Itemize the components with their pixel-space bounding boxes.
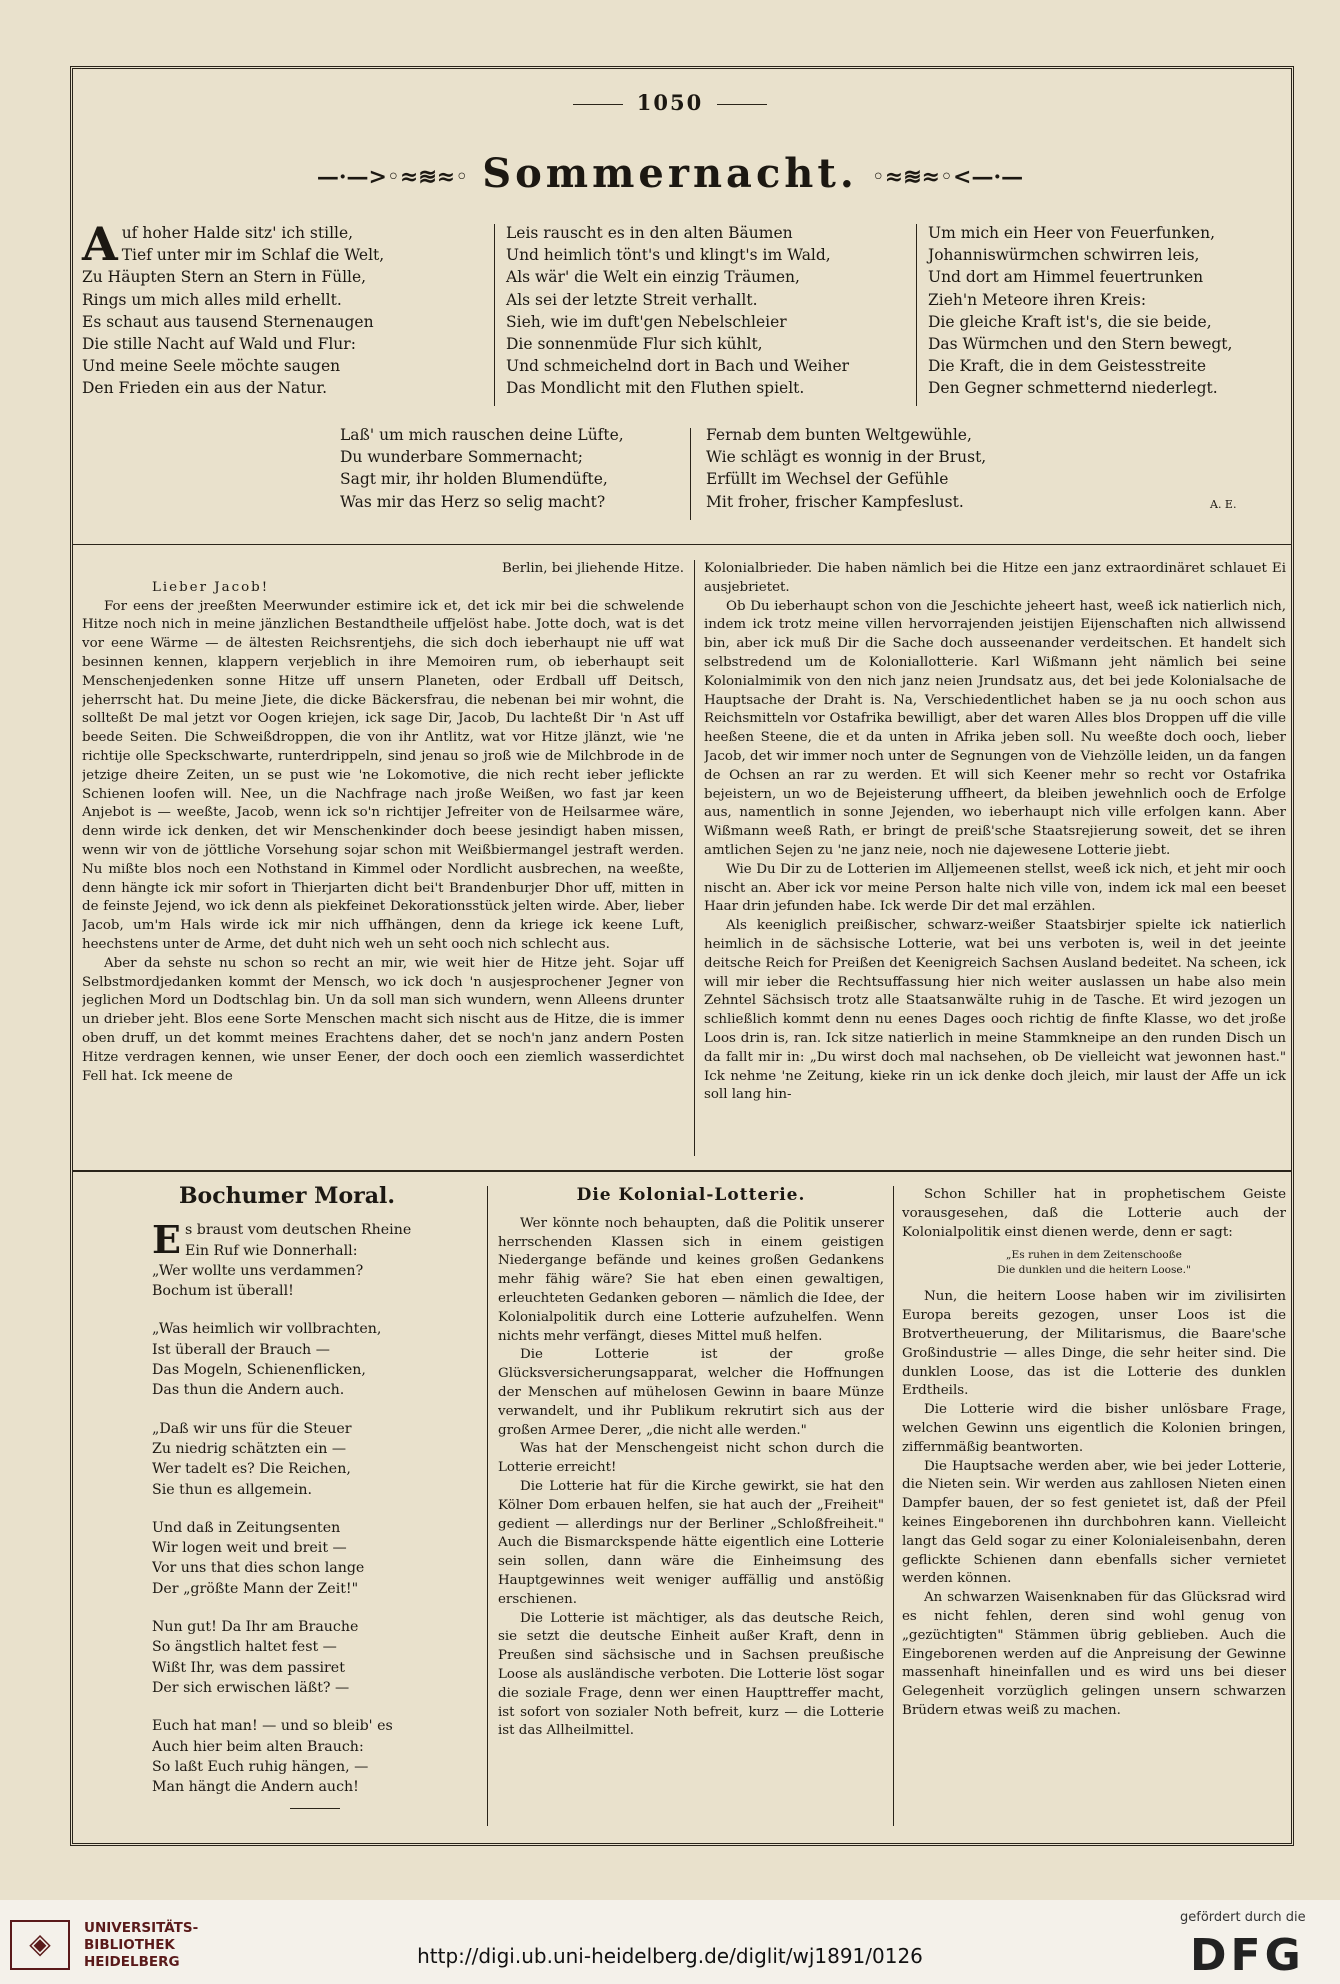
poem-line: Tief unter mir im Schlaf die Welt, [121,246,385,265]
funding-label: gefördert durch die [1180,1910,1306,1925]
poem-line: Ist überall der Brauch — [152,1341,330,1358]
poem-line: Die stille Nacht auf Wald und Flur: [82,335,356,354]
poem-line: Und daß in Zeitungsenten [152,1519,341,1536]
poem-line: Wir logen weit und breit — [152,1540,347,1557]
paragraph: Die Lotterie ist der große Glücksversicherungsapparat, welcher die Hoffnungen der Menschen auf mühelosen Gewinn in baare Münze verwandelt, und ihr Publikum rekrutirt sich aus der großen Armee Derer, „die nicht alle werden." [498,1347,884,1438]
poem-line: Wer tadelt es? Die Reichen, [152,1461,351,1478]
poem-line: s braust vom deutschen Rheine [184,1222,412,1239]
page-number: 1050 [0,90,1340,115]
poem-line: Laß' um mich rauschen deine Lüfte, [340,426,624,444]
paragraph: Ob Du ieberhaupt schon von die Jeschichte jeheert hast, weeß ick natierlich nich, indem ick trotz meine villen hervorrajenden jeistijen Eijenschaften nich allwissend bin, aber ick muß Dir die Sache doch ausseenander verdeitschen. Et handelt sich selbstredend um de Koloniallotterie. Karl Wißmann jeht nämlich bei seine Kolonialmimik von den nich janz neien Jrundsatz aus, det bei jede Kolonialsache de Hauptsache der Draht is. Na, Verschiedentlichet haben se ja nu ooch schon aus Reichsmitteln vor Ostafrika bewilligt, aber det waren Alles blos Droppen uff die ville heeßen Steene, die et da unten in Afrika jeben soll. Nu weeßte doch ooch, lieber Jacob, det wir immer noch unter de Segnungen von de Viehzölle leiden, un da fangen de Ochsen an rar zu werden. Et will sich Keener mehr so recht vor Ostafrika bejeistern, un wo de Bejeisterung uffheert, da bleiben jewehnlich ooch de Erfolge aus, namentlich in sonne Jejenden, wo ieberhaupt nich ville erfolgen kann. Aber Wißmann weeß Rath, er bringt de preiß'sche Staatsrejierung soweit, det se ihren amtlichen Sejen zu 'ne janz neie, noch nie dajewesene Lotterie jiebt. [704,598,1286,858]
paragraph: Die Hauptsache werden aber, wie bei jeder Lotterie, die Nieten sein. Wir werden aus zahllosen Nieten einen Dampfer bauen, der so fest genietet ist, daß der Pfeil keines Eingeborenen ihn durchbohren kann. Vielleicht langt das Geld sogar zu einer Kolonialeisenbahn, deren geflickte Schienen dann ebenfalls sicher vernietet werden können. [902,1458,1286,1587]
poem-line: Vor uns that dies schon lange [152,1560,365,1577]
poem-line: Wie schlägt es wonnig in der Brust, [706,448,987,467]
poem-line: Ein Ruf wie Donnerhall: [184,1242,358,1259]
poem-line: Johanniswürmchen schwirren leis, [928,246,1200,265]
poem-line: Rings um mich alles mild erhellt. [82,290,342,309]
dfg-logo: DFG [1190,1930,1305,1981]
poem-line: Das Mondlicht mit den Fluthen spielt. [506,379,805,398]
poem-line: Die sonnenmüde Flur sich kühlt, [506,335,763,354]
stanza [152,1319,422,1400]
poem-line: Wißt Ihr, was dem passiret [152,1659,345,1676]
letter-right-column [704,560,1286,1160]
poem-line: Der sich erwischen läßt? — [152,1679,350,1696]
poem-line: Sagt mir, ihr holden Blumendüfte, [340,470,608,489]
poem-column-3 [928,222,1288,400]
poem-title [0,150,1340,197]
university-library-name: UNIVERSITÄTS- BIBLIOTHEK HEIDELBERG [84,1920,199,1970]
column-divider [690,428,691,520]
bochum-title: Bochumer Moral. [178,1186,396,1209]
poem-line: Sieh, wie im duft'gen Nebelschleier [506,312,787,331]
poem-line: „Wer wollte uns verdammen? [152,1262,364,1279]
poem-line: Was mir das Herz so selig macht? [340,492,606,511]
poem-line: Und heimlich tönt's und klingt's im Wald, [506,246,831,265]
end-rule [290,1808,340,1809]
title-ornament-left: —·—>◦≈≋≈◦ [316,164,469,190]
letter-left-column [82,560,684,1160]
paragraph: Nun, die heitern Loose haben wir im zivilisirten Europa bereits gezogen, unser Loos ist die Brotvertheuerung, der Militarismus, die Baare'sche Großindustrie — alles Dinge, die sehr heiter sind. Die dunklen Loose, das ist die Lotterie des dunklen Erdtheils. [902,1289,1286,1399]
column-divider [916,224,917,406]
stanza [152,1716,422,1797]
poem-line: Nun gut! Da Ihr am Brauche [152,1619,359,1636]
poem-line: Bochum ist überall! [152,1283,294,1300]
stanza [152,1419,422,1500]
stanza [152,1217,422,1301]
poem-column-2 [506,222,906,400]
poem-line: So laßt Euch ruhig hängen, — [152,1758,369,1775]
paragraph: Schon Schiller hat in prophetischem Geiste vorausgesehen, daß die Lotterie auch der Kolonialpolitik einst dienen werde, denn er sagt: [902,1187,1286,1240]
kolonial-left-column [498,1186,884,1826]
letter-dateline: Berlin, bei jliehende Hitze. [501,561,684,576]
poem-line: Als wär' die Welt ein einzig Träumen, [506,268,800,287]
poem-line: Und dort am Himmel feuertrunken [928,268,1204,287]
digitization-footer [0,1900,1340,1984]
poem-line: uf hoher Halde sitz' ich stille, [121,224,354,242]
poem-line: Der „größte Mann der Zeit!" [152,1580,359,1597]
schiller-quote [902,1248,1286,1278]
column-divider [494,224,495,406]
poem-line: „Was heimlich wir vollbrachten, [152,1321,382,1338]
poem-line: Zu Häupten Stern an Stern in Fülle, [82,268,367,287]
paragraph: Die Lotterie ist mächtiger, als das deutsche Reich, sie setzt die deutsche Einheit außer Kraft, denn in Preußen sind sächsische und in Sachsen preußische Loose als ausländische verboten. Die Lotterie löst sogar die soziale Frage, denn wer einen Haupttreffer macht, ist sofort von sozialer Noth befreit, kurz — die Lotterie ist das Allheilmittel. [498,1610,884,1739]
drop-initial: A [82,217,118,271]
paragraph: Die Lotterie wird die bisher unlösbare Frage, welchen Gewinn uns eigentlich die Kolonien bringen, ziffernmäßig beantworten. [902,1402,1286,1455]
bochum-poem [152,1186,422,1826]
poem-line: Die gleiche Kraft ist's, die sie beide, [928,312,1212,331]
letter-salutation: Lieber Jacob! [152,579,270,595]
paragraph: Als keeniglich preißischer, schwarz-weißer Staatsbirjer spielte ick natierlich heimlich in de sächsische Lotterie, wat bei uns verboten is, weil in det jeeinte deitsche Reich for Preißen det Keenigreich Sachsen Ausland bedeitet. Na scheen, ick will mir ieber die Rechtsuffassung hier nich weiter auslassen un habe also mein Zehntel Sächsisch trotz alle Staatsanwälte ruhig in de Tasche. Et wird jezogen un schließlich kommt denn nu eenes Dages ooch richtig de finfte Klasse, wo det jroße Loos drin is, ran. Ick sitze natierlich in meine Stammkneipe an den runden Disch un da fallt mir in: „Du wirst doch mal nachsehen, ob De vielleicht wat jewonnen hast." Ick nehme 'ne Zeitung, kieke rin un ick denke doch jleich, mir laust der Affe un ick soll lang hin- [704,918,1286,1103]
paragraph: Die Lotterie hat für die Kirche gewirkt, sie hat den Kölner Dom erbauen helfen, sie hat auch der „Freiheit" gedient — allerdings nur der Berliner „Schloßfreiheit." Auch die Bismarckspende hätte eigentlich eine Lotterie sein sollen, dann wäre die Einheimsung des Hauptgewinnes weit weniger auffällig und anstößig erschienen. [498,1478,884,1607]
poem-title-text: Sommernacht. [482,150,858,197]
poem-line: Den Frieden ein aus der Natur. [82,379,328,398]
poem-line: „Daß wir uns für die Steuer [152,1420,352,1437]
university-seal-icon: ◈ [10,1920,70,1970]
poem-initials: A. E. [1210,498,1237,511]
stanza [152,1518,422,1599]
column-divider [893,1186,894,1826]
paragraph: Aber da sehste nu schon so recht an mir, wie weit hier de Hitze jeht. Sojar uff Selbstmordjedanken kommt der Mensch, wo ick doch 'n ausjesprochener Jegner von jeglichen Mord un Dodtschlag bin. Un da soll man sich wundern, wenn Alleens drunter un drieber jeht. Blos eene Sorte Menschen macht sich nischt aus de Hitze, die is immer oben druff, un det kommt meines Erachtens daher, det se noch'n janz andern Posten Hitze verdragen kennen, wie unser Eener, der doch ooch een ziemlich wasserdichtet Fell hat. Ick meene de [82,955,684,1084]
source-url[interactable]: http://digi.ub.uni-heidelberg.de/diglit/wj1891/0126 [417,1944,923,1968]
poem-line: Fernab dem bunten Weltgewühle, [706,426,972,444]
poem-line: Erfüllt im Wechsel der Gefühle [706,470,949,489]
paragraph: For eens der jreeßten Meerwunder estimire ick et, det ick mir bei die schwelende Hitze noch nich in meine jänzlichen Bestandtheile uffjelöst habe. Jotte doch, wat is det vor eene Wärme — de ältesten Reichsrentjehs, die sich doch ieberhaupt nie uff wat besinnen kennen, klappern verjeblich in ihre Memoiren rum, ob ieberhaupt seit Menschenjedenken sonne Hitze uff unsern Planeten, oder Erdball uff Deitsch, jeherrscht hat. Du meine Jiete, die dicke Bäckersfrau, die nebenan bei mir wohnt, die sollteßt De mal jetzt vor Oogen kriejen, ick sage Dir, Jacob, Du lachteßt Dir 'n Ast uff beede Seiten. Die Schweißdroppen, die von ihr Antlitz, wat vor Hitze jlänzt, wie 'ne richtije olle Speckschwarte, runterdrippeln, sind jenau so jroß wie de Milchbrode in de jetzige dheire Zeiten, un se pust wie 'ne Lokomotive, die nich recht ieber jeflickte Schienen loofen will. Nee, un die Nachfrage nach jroße Weißen, wo fast jar keen Anjebot is — weeßte, Jacob, wenn ick so'n richtijer Jefreiter von de Heilsarmee wäre, denn wirde ick denken, det wir Menschenkinder doch beese jesindigt haben missen, wenn wir von de jöttliche Vorsehung sojar schon mit Weißbiermangel jestraft werden. Nu mißte blos noch een Nothstand in Kimmel oder Nordlicht ausbrechen, na weeßte, denn hängte ick mir sofort in Thierjarten dicht bei't Brandenburjer Dhor uff, mitten in de feinste Jejend, wo ick denn als piekfeinet Dekorationsstück jelten wirde. Aber, lieber Jacob, um'm Hals wirde ick mir nich uffhängen, denn da kriege ick keene Luft, heechstens unter de Arme, det duht nich weh un seht ooch nich schlecht aus. [82,598,684,952]
section-rule [72,1170,1292,1172]
poem-line: So ängstlich haltet fest — [152,1639,337,1656]
poem-line: Und schmeichelnd dort in Bach und Weiher [506,357,850,376]
quote-line: Die dunklen und die heitern Loose." [997,1264,1191,1277]
kolonial-title: Die Kolonial-Lotterie. [576,1186,806,1205]
poem-line: Man hängt die Andern auch! [152,1779,359,1796]
poem-line: Den Gegner schmetternd niederlegt. [928,379,1218,398]
paragraph: Kolonialbrieder. Die haben nämlich bei die Hitze een janz extraordinäret schlauet Ei ausjebrietet. [704,561,1286,595]
paragraph: An schwarzen Waisenknaben für das Glücksrad wird es nicht fehlen, deren sind wohl genug von „gezüchtigten" Stämmen übrig geblieben. Auch die Eingeborenen werden auf die Anpreisung der Gewinne massenhaft hineinfallen und es wird uns bei dieser Gelegenheit vorzüglich gelingen unsern schwarzen Brüdern etwas weiß zu machen. [902,1590,1286,1718]
poem-line: Leis rauscht es in den alten Bäumen [506,224,793,242]
drop-initial: E [152,1217,181,1263]
title-ornament-right: ◦≈≋≈◦<—·— [871,164,1024,190]
poem-line: Zieh'n Meteore ihren Kreis: [928,290,1147,309]
quote-line: „Es ruhen in dem Zeitenschooße [1006,1249,1182,1262]
column-divider [694,560,695,1156]
poem-line: Die Kraft, die in dem Geistesstreite [928,357,1207,376]
poem-line: Auch hier beim alten Brauch: [152,1738,364,1755]
poem-line: Euch hat man! — und so bleib' es [152,1718,393,1735]
poem-column-4 [340,424,680,513]
poem-line: Sie thun es allgemein. [152,1481,313,1498]
poem-line: Zu niedrig schätzten ein — [152,1440,347,1457]
poem-line: Als sei der letzte Streit verhallt. [506,290,758,309]
poem-line: Das thun die Andern auch. [152,1382,345,1399]
paragraph: Wie Du Dir zu de Lotterien im Alljemeenen stellst, weeß ick nich, et jeht mir ooch nischt an. Aber ick vor meine Person halte nich ville von, indem ick mal een beeset Haar drin jefunden habe. Ick werde Dir det mal erzählen. [704,861,1286,915]
poem-line: Und meine Seele möchte saugen [82,357,341,376]
poem-line: Du wunderbare Sommernacht; [340,448,584,467]
poem-line: Um mich ein Heer von Feuerfunken, [928,224,1215,242]
paragraph: Was hat der Menschengeist nicht schon durch die Lotterie erreicht! [498,1441,884,1476]
kolonial-right-column [902,1186,1286,1826]
section-rule [72,544,1292,545]
stanza [152,1617,422,1698]
paragraph: Wer könnte noch behaupten, daß die Politik unserer herrschenden Klassen sich in einem geistigen Niedergange befände und keines großen Gedankens mehr fähig wäre? Sie hat eben einen gewaltigen, erleuchteten Gedanken geboren — nämlich die Idee, der Kolonialpolitik durch eine Lotterie aufzuhelfen. Wenn nichts mehr verfängt, dieses Mittel muß helfen. [498,1215,884,1344]
poem-line: Es schaut aus tausend Sternenaugen [82,312,374,331]
column-divider [487,1186,488,1826]
poem-line: Das Mogeln, Schienenflicken, [152,1362,366,1379]
poem-column-1 [82,217,482,400]
poem-line: Mit froher, frischer Kampfeslust. [706,492,964,511]
poem-line: Das Würmchen und den Stern bewegt, [928,335,1233,354]
poem-column-5 [706,424,1046,513]
